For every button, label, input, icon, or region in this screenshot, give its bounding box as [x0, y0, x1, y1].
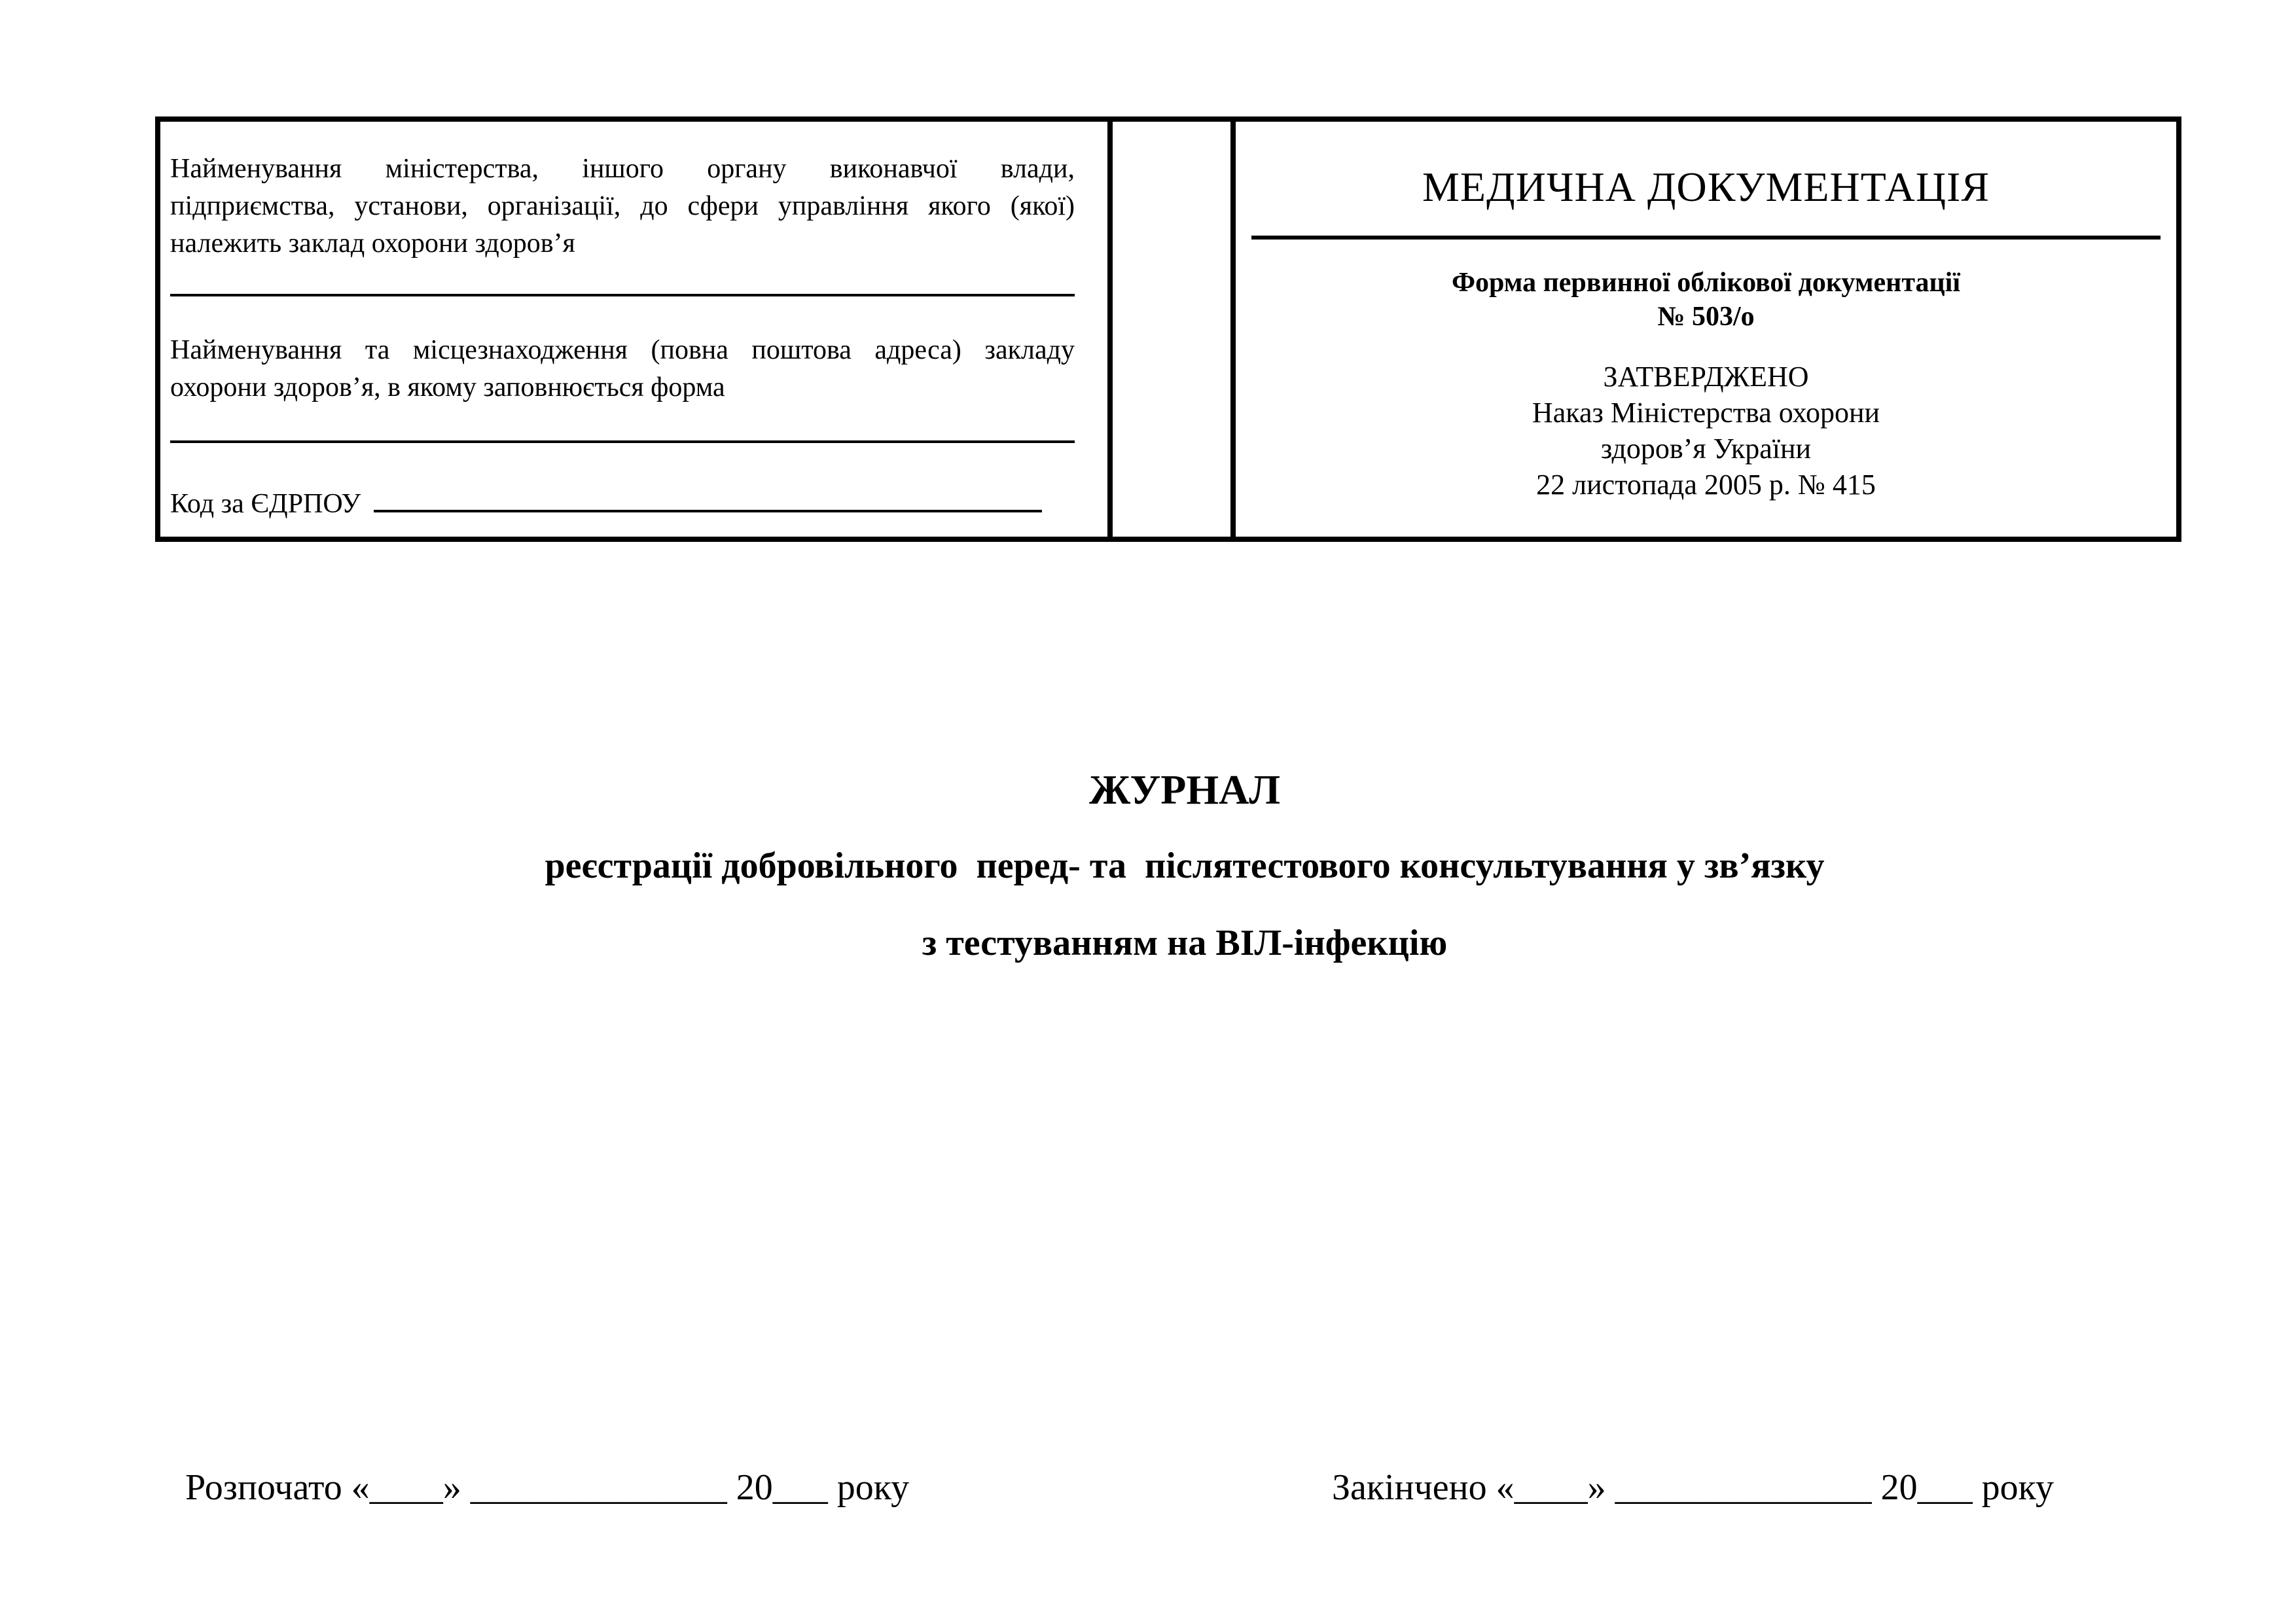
- doc-type-rule: [1251, 236, 2161, 240]
- form-approval-cell: [1236, 122, 2176, 537]
- started-date-line: Розпочато «____» ______________ 20___ року: [185, 1467, 910, 1508]
- edrpou-label: Код за ЄДРПОУ: [170, 489, 361, 519]
- ministry-name-line-2: підприємства, установи, організації, до сфери управління якого (якої): [170, 191, 1075, 221]
- facility-name-line-2: охорони здоров’я, в якому заповнюється форма: [170, 372, 725, 402]
- edrpou-fill-line: [374, 484, 1042, 512]
- form-number-line-2: № 503/о: [1657, 302, 1755, 332]
- header-table: [155, 116, 2181, 542]
- finished-date-line: Закінчено «____» ______________ 20___ року: [1332, 1467, 2054, 1508]
- journal-title-line-3: з тестуванням на ВІЛ-інфекцію: [922, 923, 1448, 963]
- approved-by-block: [1249, 395, 2163, 503]
- facility-name-paragraph: [170, 332, 1075, 406]
- ministry-name-paragraph: [170, 151, 1075, 262]
- edrpou-row: [170, 484, 1075, 523]
- form-number-block: [1249, 266, 2163, 334]
- journal-title-line-2: реєстрації добровільного перед- та післятестового консультування у зв’язку: [545, 846, 1825, 886]
- approved-by-line-1: Наказ Міністерства охорони: [1532, 397, 1880, 429]
- journal-title-line-1: ЖУРНАЛ: [1088, 766, 1281, 813]
- doc-type-heading: МЕДИЧНА ДОКУМЕНТАЦІЯ: [1422, 164, 1990, 210]
- spacer-cell: [1113, 122, 1236, 537]
- ministry-name-fill-line: [170, 294, 1075, 296]
- ministry-name-line-1: Найменування міністерства, іншого органу виконавчої влади,: [170, 154, 1075, 184]
- form-number-line-1: Форма первинної облікової документації: [1451, 268, 1961, 298]
- approved-by-line-3: 22 листопада 2005 р. № 415: [1536, 469, 1876, 501]
- approved-label: ЗАТВЕРДЖЕНО: [1603, 361, 1809, 393]
- institution-info-cell: [160, 122, 1113, 537]
- facility-name-line-1: Найменування та місцезнаходження (повна поштова адреса) закладу: [170, 335, 1075, 365]
- approved-by-line-2: здоров’я України: [1600, 433, 1812, 465]
- journal-title-block: [73, 741, 2296, 982]
- ministry-name-line-3: належить заклад охорони здоров’я: [170, 228, 575, 259]
- facility-name-fill-line: [170, 440, 1075, 443]
